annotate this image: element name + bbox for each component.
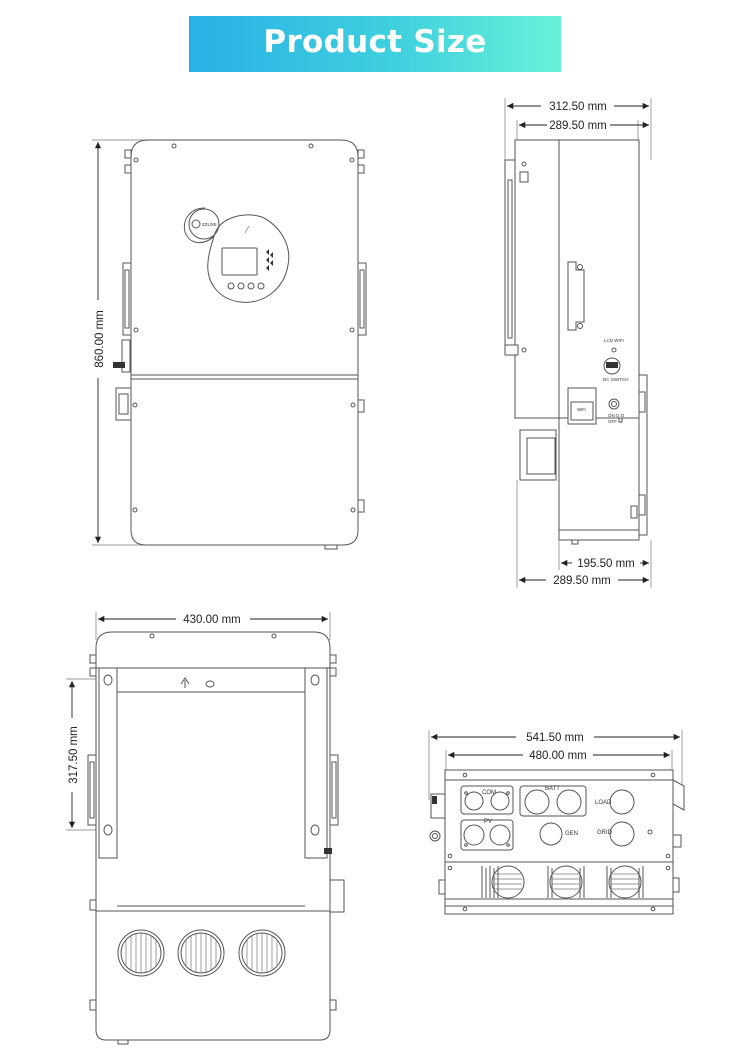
port-label-load: LOAD bbox=[595, 800, 612, 806]
rear-enclosure bbox=[96, 632, 330, 1040]
port-label-grid: GRID bbox=[597, 830, 612, 836]
side-on-off-label: ON O.O bbox=[608, 413, 625, 418]
side-dc-switch-label: DC SWITCH bbox=[603, 377, 629, 382]
port-label-com: COM bbox=[482, 790, 496, 796]
rear-width-label: 430.00 mm bbox=[183, 614, 241, 626]
rear-mount-height-label: 317.50 mm bbox=[68, 726, 80, 784]
front-height-label: 860.00 mm bbox=[94, 310, 106, 368]
front-enclosure bbox=[131, 140, 358, 545]
bottom-inner-width-label: 480.00 mm bbox=[529, 750, 587, 762]
bottom-outer-width-label: 541.50 mm bbox=[526, 732, 584, 744]
front-logo-text: ZZUXE bbox=[202, 222, 217, 227]
side-bottom-inner-label: 195.50 mm bbox=[577, 558, 635, 570]
bottom-view bbox=[429, 730, 684, 914]
side-wifi-label: WiFi bbox=[577, 407, 586, 412]
port-label-gen: GEN bbox=[565, 831, 579, 837]
rear-view bbox=[66, 612, 344, 1044]
side-lcd-wifi-label: LCD WIFI bbox=[604, 338, 624, 343]
side-bottom-outer-label: 289.50 mm bbox=[553, 575, 611, 587]
side-top-outer-label: 312.50 mm bbox=[549, 101, 607, 113]
front-view bbox=[92, 140, 366, 549]
port-label-pv: PV bbox=[484, 819, 493, 825]
side-off-label: OFF bbox=[608, 419, 617, 424]
port-label-batt: BATT bbox=[545, 786, 560, 792]
page-title: Product Size bbox=[263, 24, 487, 60]
side-top-inner-label: 289.50 mm bbox=[549, 120, 607, 132]
side-view bbox=[505, 98, 651, 588]
